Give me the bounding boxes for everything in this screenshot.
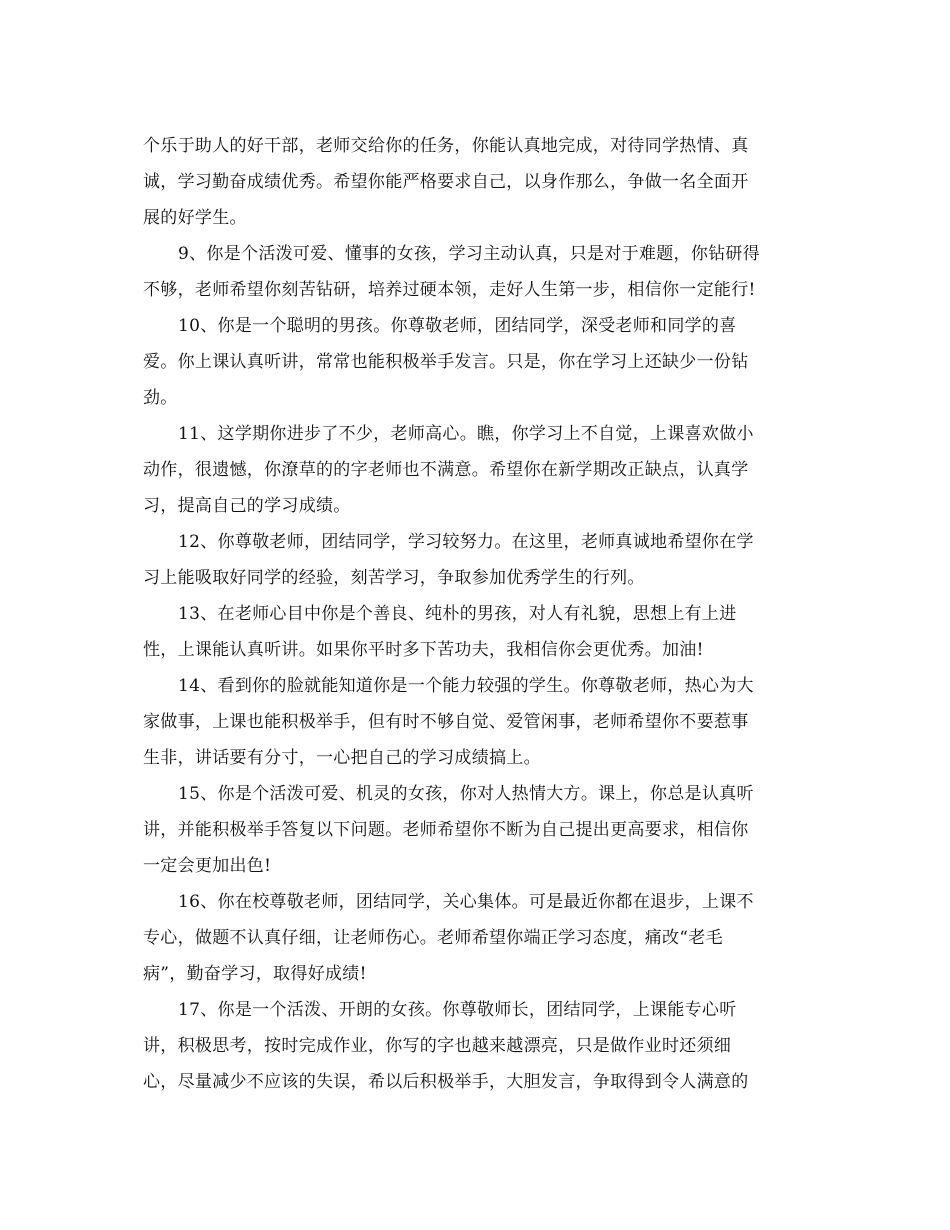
- text-line: 讲，并能积极举手答复以下问题。老师希望你不断为自己提出更高要求，相信你: [143, 820, 749, 840]
- text-line: 性，上课能认真听讲。如果你平时多下苦功夫，我相信你会更优秀。加油!: [143, 640, 704, 660]
- text-line: 心，尽量减少不应该的失误，希以后积极举手，大胆发言，争取得到令人满意的: [143, 1072, 749, 1092]
- paragraph-start-16: 16、你在校尊敬老师，团结同学，关心集体。可是最近你都在退步，上课不: [178, 892, 754, 912]
- paragraph-start-14: 14、看到你的脸就能知道你是一个能力较强的学生。你尊敬老师，热心为大: [178, 676, 754, 696]
- document-body: [143, 128, 803, 1100]
- paragraph-start-12: 12、你尊敬老师，团结同学，学习较努力。在这里，老师真诚地希望你在学: [178, 532, 754, 552]
- paragraph-start-11: 11、这学期你进步了不少，老师高心。瞧，你学习上不自觉，上课喜欢做小: [178, 424, 754, 444]
- text-line: 病”，勤奋学习，取得好成绩!: [143, 964, 367, 984]
- text-line: 个乐于助人的好干部，老师交给你的任务，你能认真地完成，对待同学热情、真: [143, 136, 749, 156]
- text-line: 生非，讲话要有分寸，一心把自己的学习成绩搞上。: [143, 748, 541, 768]
- text-line: 专心，做题不认真仔细，让老师伤心。老师希望你端正学习态度，痛改“老毛: [143, 928, 723, 948]
- paragraph-start-13: 13、在老师心目中你是个善良、纯朴的男孩，对人有礼貌，思想上有上进: [178, 604, 737, 624]
- paragraph-start-15: 15、你是个活泼可爱、机灵的女孩，你对人热情大方。课上，你总是认真听: [178, 784, 754, 804]
- text-line: 习，提高自己的学习成绩。: [143, 496, 351, 516]
- text-line: 家做事，上课也能积极举手，但有时不够自觉、爱管闲事，老师希望你不要惹事: [143, 712, 749, 732]
- text-line: 爱。你上课认真听讲，常常也能积极举手发言。只是，你在学习上还缺少一份钻: [143, 352, 749, 372]
- text-line: 讲，积极思考，按时完成作业，你写的字也越来越漂亮，只是做作业时还须细: [143, 1036, 732, 1056]
- text-line: 一定会更加出色!: [143, 856, 272, 876]
- text-line: 劲。: [143, 388, 178, 408]
- text-line: 诚，学习勤奋成绩优秀。希望你能严格要求自己，以身作那么，争做一名全面开: [143, 172, 749, 192]
- text-line: 不够，老师希望你刻苦钻研，培养过硬本领，走好人生第一步，相信你一定能行!: [143, 280, 756, 300]
- paragraph-start-9: 9、你是个活泼可爱、懂事的女孩，学习主动认真，只是对于难题，你钻研得: [178, 244, 761, 264]
- text-line: 展的好学生。: [143, 208, 247, 228]
- text-line: 习上能吸取好同学的经验，刻苦学习，争取参加优秀学生的行列。: [143, 568, 645, 588]
- text-line: 动作，很遗憾，你潦草的的字老师也不满意。希望你在新学期改正缺点，认真学: [143, 460, 749, 480]
- paragraph-start-17: 17、你是一个活泼、开朗的女孩。你尊敬师长，团结同学，上课能专心听: [178, 1000, 737, 1020]
- paragraph-start-10: 10、你是一个聪明的男孩。你尊敬老师，团结同学，深受老师和同学的喜: [178, 316, 737, 336]
